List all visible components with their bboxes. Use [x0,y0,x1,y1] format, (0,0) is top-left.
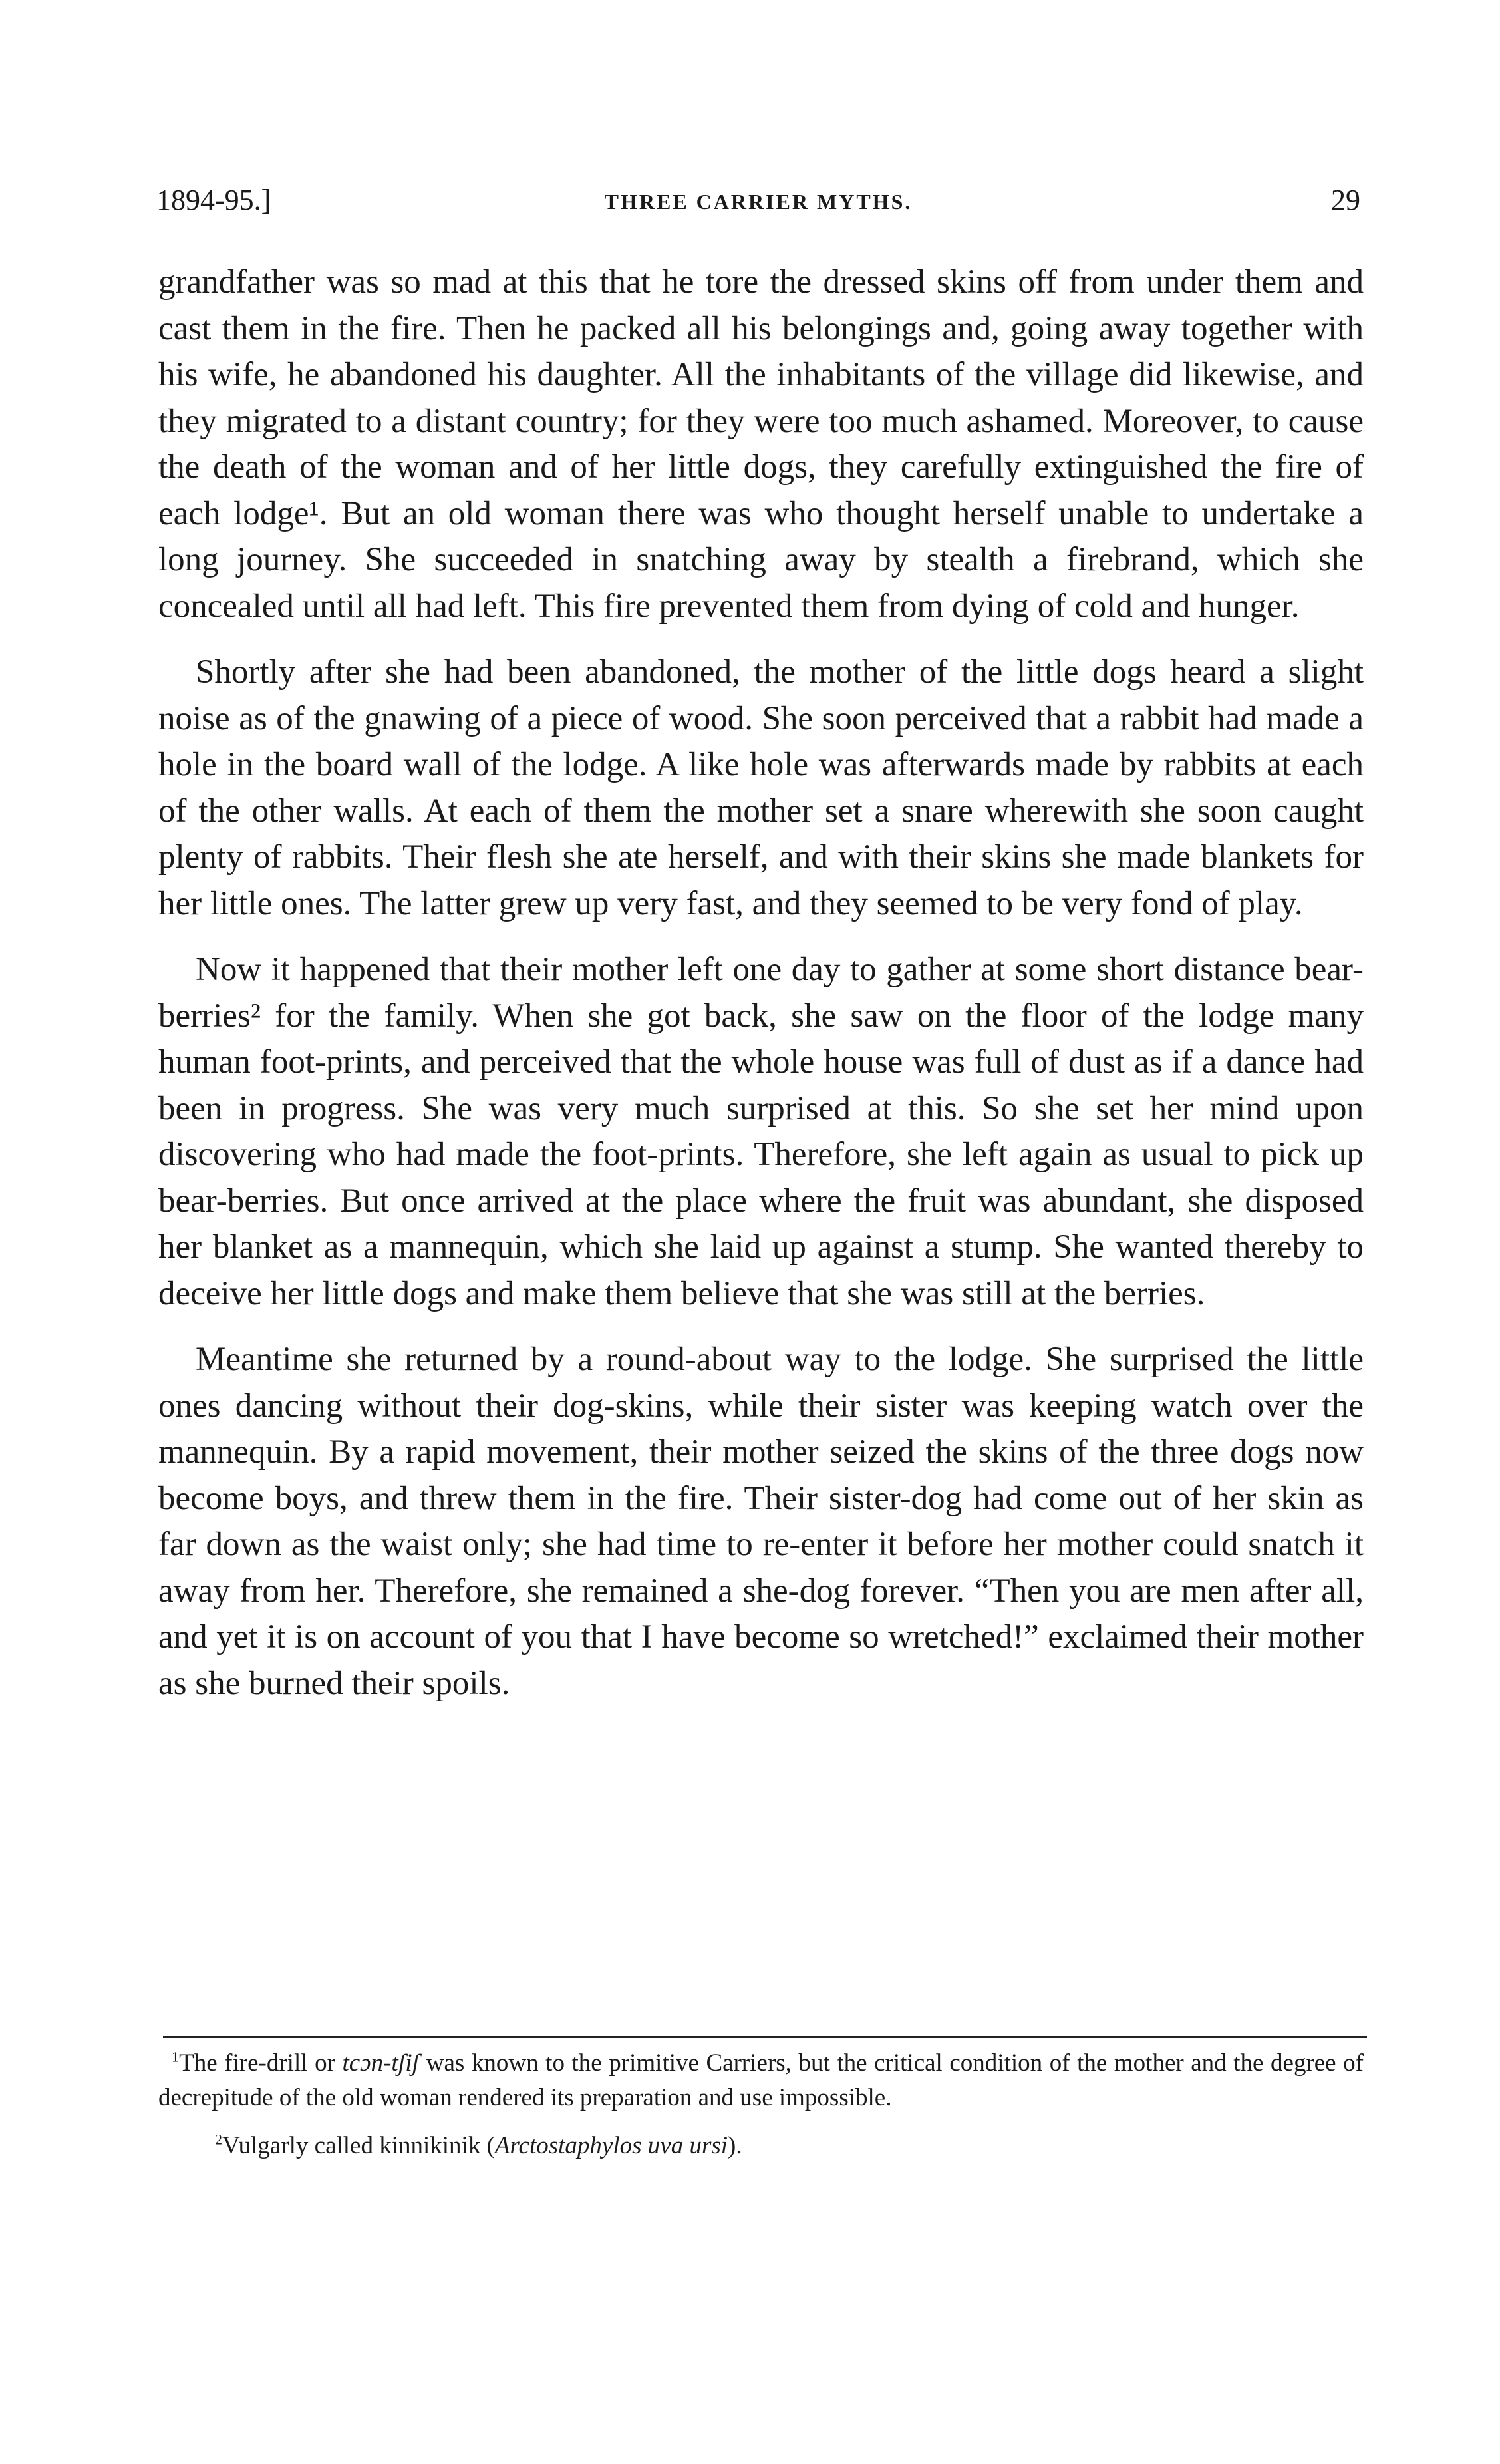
footnote-2-text-b: ). [728,2132,742,2159]
footnote-2-text-a: Vulgarly called kinnikinik ( [222,2132,495,2159]
footnote-2 [158,2129,1364,2163]
footnote-2-term: Arctostaphylos uva ursi [494,2132,728,2159]
running-header [156,183,1360,223]
paragraph-1: grandfather was so mad at this that he tore the dressed skins off from under them and cast them in the fire. Then he packed all his belongings and, going away together with his wife, he abandoned his daughter. All the inhabitants of the village did likewise, and they migrated to a distant country; for they were too much ashamed. Moreover, to cause the death of the woman and of her little dogs, they carefully extinguished the fire of each lodge¹. But an old woman there was who thought herself unable to undertake a long journey. She succeeded in snatching away by stealth a firebrand, which she concealed until all had left. This fire prevented them from dying of cold and hunger. [158,264,1364,625]
paragraph-4: Meantime she returned by a round-about way to the lodge. She surprised the little ones dancing without their dog-skins, while their sister was keeping watch over the mannequin. By a rapid movement, their mother seized the skins of the three dogs now become boys, and threw them in the fire. Their sister-dog had come out of her skin as far down as the waist only; she had time to re-enter it before her mother could snatch it away from her. Therefore, she remained a she-dog forever. “Then you are men after all, and yet it is on account of you that I have become so wretched!” exclaimed their mother as she burned their spoils. [158,1341,1364,1702]
page-number: 29 [1331,184,1360,216]
footnote-1 [158,2046,1364,2115]
body-text [158,260,1364,1727]
footnote-1-marker: 1 [172,2048,180,2065]
footnote-1-text-b: was known to the primitive Carriers, but the critical condition of the mother and the degree of decrepitude of the old woman rendered its preparation and use impossible. [158,2049,1364,2111]
header-title: THREE CARRIER MYTHS. [604,190,913,214]
paragraph-3: Now it happened that their mother left one day to gather at some short distance bear-berries² for the family. When she got back, she saw on the floor of the lodge many human foot-prints, and perceived that the whole house was full of dust as if a dance had been in progress. She was very much surprised at this. So she set her mind upon discovering who had made the foot-prints. Therefore, she left again as usual to pick up bear-berries. But once arrived at the place where the fruit was abundant, she disposed her blanket as a mannequin, which she laid up against a stump. She wanted thereby to deceive her little dogs and make them believe that she was still at the berries. [158,951,1364,1312]
header-year: 1894-95.] [156,184,271,216]
paragraph-2: Shortly after she had been abandoned, the mother of the little dogs heard a slight noise as of the gnawing of a piece of wood. She soon perceived that a rabbit had made a hole in the board wall of the lodge. A like hole was afterwards made by rabbits at each of the other walls. At each of them the mother set a snare wherewith she soon caught plenty of rabbits. Their flesh she ate herself, and with their skins she made blankets for her little ones. The latter grew up very fast, and they seemed to be very fond of play. [158,653,1364,922]
footnote-1-text-a: The fire-drill or [179,2049,343,2077]
footnote-rule [163,2036,1367,2038]
footnote-1-term: tcɔn-tʃiʃ [342,2049,420,2077]
footnotes [158,2046,1364,2175]
footnote-2-marker: 2 [215,2131,223,2148]
